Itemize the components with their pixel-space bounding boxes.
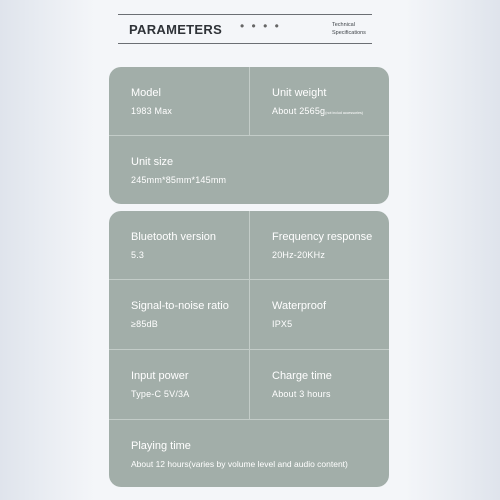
spec-value: 5.3 xyxy=(131,250,145,260)
header-dots: • • • • xyxy=(240,19,281,33)
spec-label: Frequency response xyxy=(272,231,373,243)
spec-signal-to-noise xyxy=(109,280,249,349)
spec-model xyxy=(109,67,249,135)
spec-value: 245mm*85mm*145mm xyxy=(131,175,227,185)
spec-value: ≥85dB xyxy=(131,319,158,329)
spec-value: 20Hz-20KHz xyxy=(272,250,326,260)
spec-unit-size xyxy=(109,136,389,204)
spec-playing-time xyxy=(109,420,389,487)
spec-charge-time xyxy=(250,350,389,419)
spec-label: Model xyxy=(131,87,161,99)
spec-card-general xyxy=(109,67,389,204)
spec-label: Unit size xyxy=(131,156,174,168)
header-subtitle-line2: Specifications xyxy=(332,30,366,36)
header-title: PARAMETERS xyxy=(129,22,223,37)
spec-waterproof xyxy=(250,280,389,349)
spec-value: About 2565g xyxy=(272,106,326,116)
spec-value: About 12 hours(varies by volume level and audio content) xyxy=(131,459,348,469)
spec-label: Bluetooth version xyxy=(131,231,216,243)
spec-input-power xyxy=(109,350,249,419)
spec-value: 1983 Max xyxy=(131,106,173,116)
spec-note: (not includ accessories) xyxy=(325,111,364,115)
spec-label: Input power xyxy=(131,370,189,382)
spec-label: Playing time xyxy=(131,440,191,452)
spec-value-group xyxy=(272,106,363,116)
spec-frequency-response xyxy=(250,211,389,279)
parameters-header xyxy=(118,14,372,44)
spec-label: Waterproof xyxy=(272,300,327,312)
spec-value: IPX5 xyxy=(272,319,293,329)
spec-label: Charge time xyxy=(272,370,332,382)
spec-label: Unit weight xyxy=(272,87,327,99)
spec-value: About 3 hours xyxy=(272,389,331,399)
spec-card-performance xyxy=(109,211,389,487)
header-subtitle xyxy=(332,21,366,37)
spec-label: Signal-to-noise ratio xyxy=(131,300,229,312)
spec-unit-weight xyxy=(250,67,389,135)
header-subtitle-line1: Technical xyxy=(332,22,355,28)
spec-bluetooth-version xyxy=(109,211,249,279)
spec-value: Type-C 5V/3A xyxy=(131,389,190,399)
